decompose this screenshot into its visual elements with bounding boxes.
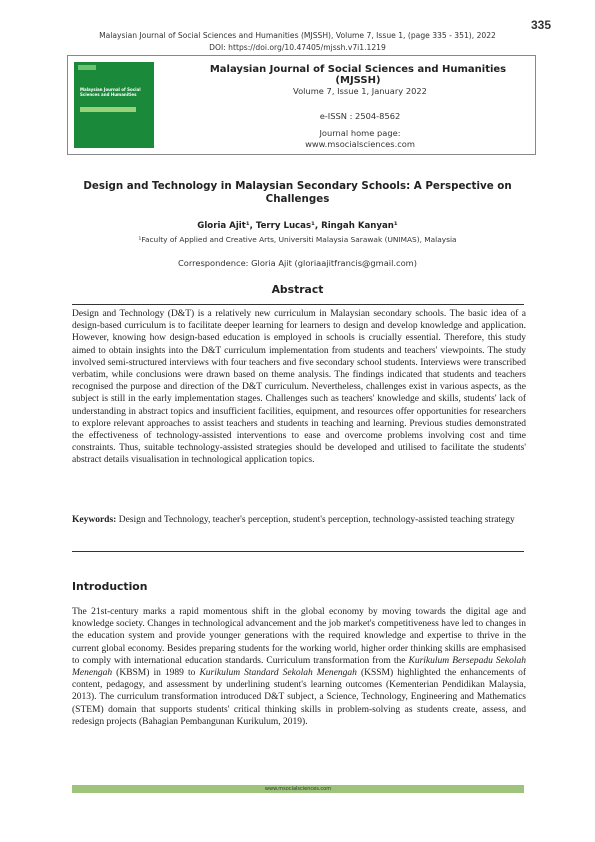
- homepage-link[interactable]: www.msocialsciences.com: [305, 139, 415, 149]
- citation-header: [0, 30, 595, 54]
- journal-volume: Volume 7, Issue 1, January 2022: [293, 86, 427, 96]
- cover-label-strip: [78, 65, 96, 70]
- journal-cover-image: [74, 62, 154, 148]
- intro-text-part: The 21st-century marks a rapid momentous shift in the global economy by moving towards the digital age and knowledge society. Changes in technological advancement and the job market's competitiveness have led to changes in the education system and provide younger generations with the required knowledge and expertise to thrive in the current global economy. Besides preparing students for the working world, higher order thinking skills are emphasised to comply with international education standards. Curriculum transformation from the: [72, 607, 526, 666]
- footer-bar: [72, 785, 524, 793]
- keywords: [72, 514, 526, 526]
- abstract-bottom-rule: [72, 551, 524, 552]
- page-number: 335: [530, 18, 551, 32]
- journal-header-box: [67, 55, 536, 155]
- author-affiliation: ¹Faculty of Applied and Creative Arts, Universiti Malaysia Sarawak (UNIMAS), Malaysia: [138, 235, 457, 244]
- footer-url[interactable]: www.msocialsciences.com: [264, 786, 332, 792]
- article-title: Design and Technology in Malaysian Secondary Schools: A Perspective on Challenges: [83, 180, 512, 205]
- homepage-label: Journal home page:: [319, 128, 401, 138]
- doi-line[interactable]: DOI: https://doi.org/10.47405/mjssh.v7i1.1219: [209, 43, 386, 52]
- intro-italic-term: Kurikulum Bersepadu Sekolah Menengah: [72, 655, 526, 679]
- keywords-label: Keywords:: [72, 515, 117, 525]
- introduction-paragraph: [72, 606, 526, 728]
- intro-text-part: (KSSM) highlighted the enhancements of content, pedagogy, and assessment by underlining student's learning outcomes (Kementerian Pendidikan Malaysia, 2013). The curriculum transformation introduced D&T subject, a Science, Technology, Engineering and Mathematics (STEM) domain that supports students' critical thinking skills in problem-solving as students create, assess, and redesign projects (Bahagian Pembangunan Kurikulum, 2019).: [72, 668, 526, 727]
- correspondence: Correspondence: Gloria Ajit (gloriaajitfrancis@gmail.com): [178, 258, 417, 268]
- citation-line: Malaysian Journal of Social Sciences and Humanities (MJSSH), Volume 7, Issue 1, (page 335 - 351), 2022: [99, 31, 496, 40]
- introduction-heading: Introduction: [72, 580, 148, 593]
- journal-eissn: e-ISSN : 2504-8562: [319, 111, 401, 121]
- intro-text-part: (KBSM) in 1989 to: [112, 668, 200, 679]
- article-authors: Gloria Ajit¹, Terry Lucas¹, Ringah Kanyan¹: [197, 221, 398, 231]
- cover-subtitle-bar: [80, 107, 136, 112]
- journal-title: Malaysian Journal of Social Sciences and Humanities (MJSSH): [209, 64, 507, 86]
- abstract-text: Design and Technology (D&T) is a relatively new curriculum in Malaysian secondary schools. The basic idea of a design-based curriculum is to facilitate deeper learning for learners to design and develop knowledge and application. However, knowing how design-based education is employed in schools is crucially essential. Therefore, this study aimed to obtain insights into the D&T curriculum implementation from students and teachers' viewpoints. The study involved semi-structured interviews with four teachers and five secondary school students. Interviews were transcribed verbatim, while conclusions were drawn based on theme analysis. The findings indicated that students and teachers recognised the purpose and direction of the D&T curriculum. Nevertheless, challenges exist in various aspects, as the subject is still in the early implementation stages. Challenges such as teachers' knowledge and skills, students' lack of understanding in abstract topics and insufficient facilities, equipment, and resources offer opportunities for researchers to explore relevant approaches to assist teachers and students in teaching and learning. Previous studies demonstrated the effectiveness of technology-assisted interventions to ease and overcome problems involving cost and time constraints. Thus, suitable technology-assisted strategies should be developed and utilised to facilitate the students' abstract details visualisation in technological application topics.: [72, 309, 526, 466]
- abstract-heading: Abstract: [271, 283, 324, 296]
- intro-italic-term: Kurikulum Standard Sekolah Menengah: [199, 668, 357, 679]
- cover-title: Malaysian Journal of Social Sciences and Humanities: [80, 87, 141, 97]
- keywords-text: Design and Technology, teacher's perception, student's perception, technology-assisted teaching strategy: [118, 515, 515, 525]
- abstract-top-rule: [72, 304, 524, 305]
